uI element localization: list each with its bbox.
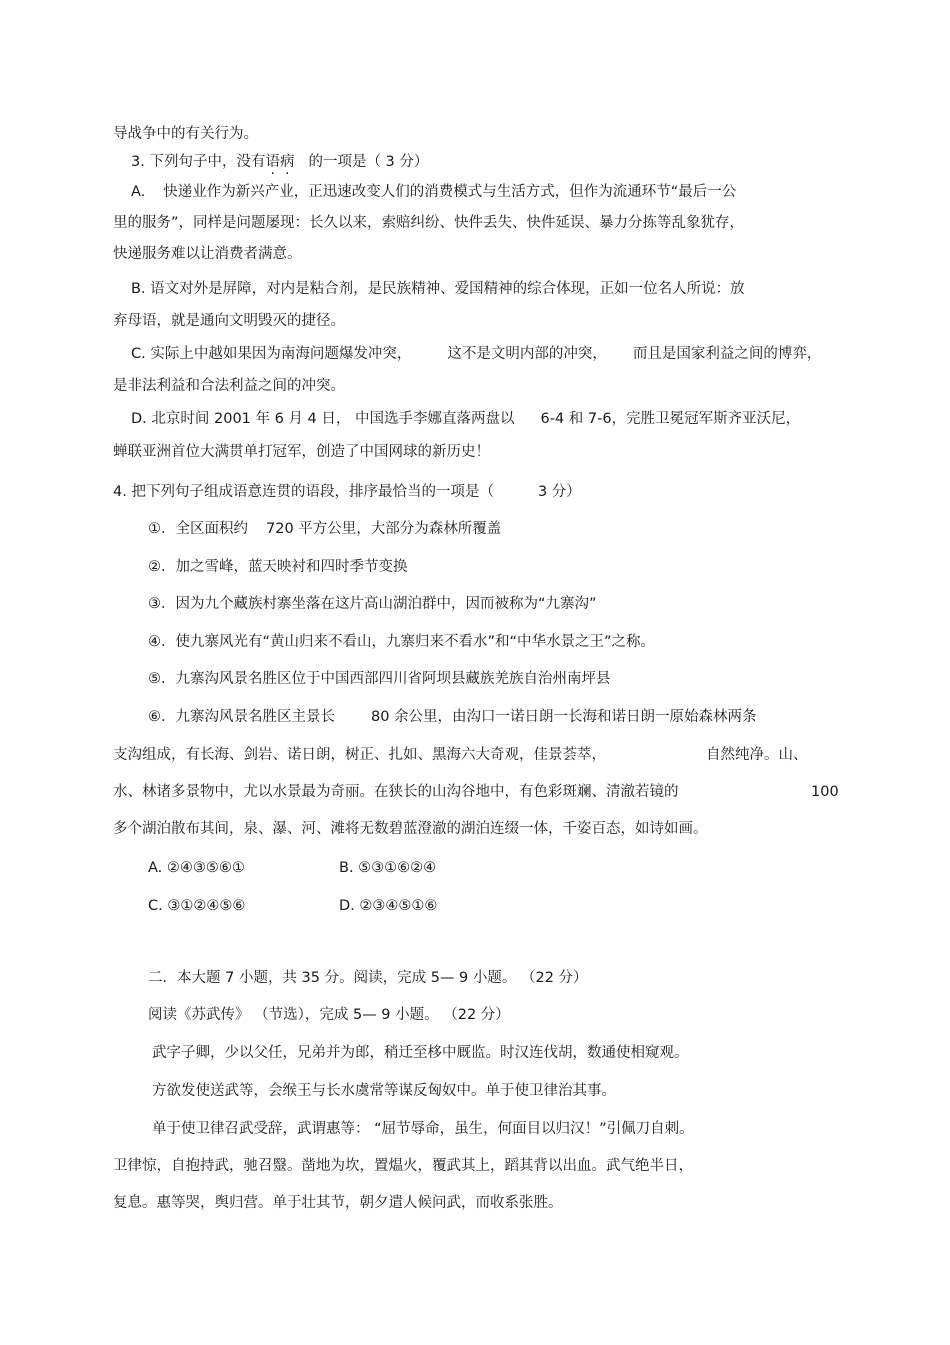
- classical-text-line: 单于使卫律召武受辞，武谓惠等： “屈节辱命，虽生，何面目以归汉！”引佩刀自刺。: [152, 1121, 694, 1137]
- option-text: C. 实际上中越如果因为南海问题爆发冲突，: [131, 346, 412, 362]
- text-line: [113, 745, 808, 765]
- text-line: 快递服务难以让消费者满意。: [113, 246, 302, 262]
- option-label: A.: [131, 184, 146, 200]
- question-4-text: 3 分）: [537, 484, 581, 500]
- option-b-line: B. 语文对外是屏障，对内是粘合剂，是民族精神、爱国精神的综合体现，正如一位名人所说：放: [131, 281, 745, 297]
- text-line: 导战争中的有关行为。: [113, 126, 258, 142]
- option-d-line: [131, 409, 800, 429]
- text-segment: 自然纯净。山、: [706, 747, 808, 763]
- text-segment: 支沟组成，有长海、剑岩、诺日朗，树正、扎如、黑海六大奇观，佳景荟萃，: [113, 747, 606, 763]
- answer-option-a: A. ②④③⑤⑥①: [148, 860, 245, 876]
- sentence-text: ①．全区面积约: [148, 521, 248, 537]
- option-text: 这不是文明内部的冲突，: [447, 346, 607, 362]
- text-line: 弃母语，就是通向文明毁灭的捷径。: [113, 313, 345, 329]
- classical-text-line: 复息。惠等哭，舆归营。单于壮其节，朝夕遣人候问武，而收系张胜。: [113, 1195, 563, 1211]
- option-a-line: [131, 182, 736, 202]
- option-text: D. 北京时间 2001 年 6 月 4 日， 中国选手李娜直落两盘以: [131, 411, 515, 427]
- reading-instruction: 阅读《苏武传》 （节选），完成 5— 9 小题。 （22 分）: [148, 1007, 510, 1023]
- question-4-stem: [113, 482, 581, 502]
- text-line: 多个湖泊散布其间，泉、瀑、河、滩将无数碧蓝澄澈的湖泊连缀一体，千姿百态，如诗如画。: [113, 821, 708, 837]
- classical-text-line: 方欲发使送武等，会缑王与长水虞常等谋反匈奴中。单于使卫律治其事。: [152, 1083, 616, 1099]
- emphasis-char: 病: [279, 154, 295, 170]
- question-4-text: 4. 把下列句子组成语意连贯的语段，排序最恰当的一项是（: [113, 484, 494, 500]
- text-number: 100: [811, 784, 839, 800]
- question-3-text: 3. 下列句子中，没有: [131, 154, 266, 170]
- text-line: [113, 782, 679, 802]
- section-heading: 二．本大题 7 小题，共 35 分。阅读，完成 5— 9 小题。 （22 分）: [148, 970, 588, 986]
- option-c-line: [131, 344, 821, 364]
- option-text: 而且是国家利益之间的博弈，: [632, 346, 822, 362]
- sentence-2: ②．加之雪峰，蓝天映衬和四时季节变换: [148, 559, 408, 575]
- sentence-3: ③．因为九个藏族村寨坐落在这片高山湖泊群中，因而被称为“九寨沟”: [148, 596, 597, 612]
- text-line: 里的服务”，同样是问题屡现：长久以来，索赔纠纷、快件丢失、快件延误、暴力分拣等乱象犹存，: [113, 215, 745, 231]
- text-line: 是非法利益和合法利益之间的冲突。: [113, 378, 345, 394]
- sentence-6: [148, 707, 757, 727]
- sentence-5: ⑤．九寨沟风景名胜区位于中国西部四川省阿坝县藏族羌族自治州南坪县: [148, 671, 611, 687]
- question-3-text: 的一项是（ 3 分）: [308, 154, 429, 170]
- sentence-text: 80 余公里，由沟口一诺日朗一长海和诺日朗一原始森林两条: [371, 709, 757, 725]
- text-segment: 水、林诸多景物中，尤以水景最为奇丽。在狭长的山沟谷地中，有色彩斑斓、清澈若镜的: [113, 784, 679, 800]
- text-line: 蝉联亚洲首位大满贯单打冠军，创造了中国网球的新历史！: [113, 444, 490, 460]
- classical-text-line: 武字子卿，少以父任，兄弟并为郎，稍迁至栘中厩监。时汉连伐胡，数通使相窥观。: [152, 1045, 689, 1061]
- answer-option-b: B. ⑤③①⑥②④: [339, 860, 437, 876]
- sentence-1: [148, 519, 501, 539]
- classical-text-line: 卫律惊，自抱持武，驰召毉。凿地为坎，置煴火，覆武其上，蹈其背以出血。武气绝半日，: [113, 1158, 693, 1174]
- option-text: 快递业作为新兴产业，正迅速改变人们的消费模式与生活方式，但作为流通环节“最后一公: [163, 184, 737, 200]
- sentence-4: ④．使九寨风光有“黄山归来不看山，九寨归来不看水”和“中华水景之王”之称。: [148, 634, 656, 650]
- answer-option-c: C. ③①②④⑤⑥: [148, 898, 246, 914]
- emphasis-char: 语: [265, 154, 280, 170]
- question-3-stem: [131, 152, 428, 172]
- answer-option-d: D. ②③④⑤①⑥: [339, 898, 438, 914]
- option-text: 6-4 和 7-6，完胜卫冕冠军斯齐亚沃尼，: [540, 411, 801, 427]
- sentence-text: ⑥．九寨沟风景名胜区主景长: [148, 709, 335, 725]
- sentence-text: 720 平方公里，大部分为森林所覆盖: [266, 521, 502, 537]
